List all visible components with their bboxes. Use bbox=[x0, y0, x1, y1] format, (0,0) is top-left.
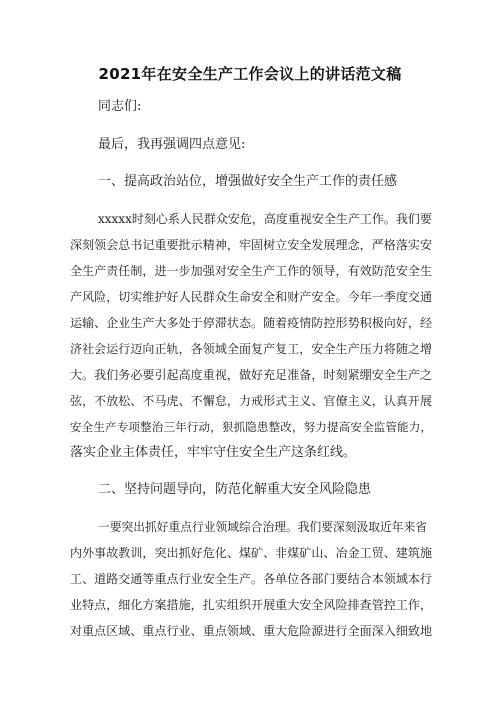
section-1-line: 落实企业主体责任，牢牢守住安全生产这条红线。 bbox=[70, 445, 357, 460]
intro-paragraph: 最后，我再强调四点意见: bbox=[98, 137, 246, 152]
document-title: 2021年在安全生产工作会议上的讲话范文稿 bbox=[98, 65, 402, 83]
section-2-line: 一要突出抓好重点行业领域综合治理。我们要深刻汲取近年来省 bbox=[98, 520, 427, 534]
section-1-line: 济社会运行迈向正轨，各领域全面复产复工，安全生产压力将随之增 bbox=[70, 342, 432, 356]
section-2-line: 内外事故教训，突出抓好危化、煤矿、非煤矿山、冶金工贸、建筑施 bbox=[70, 546, 432, 560]
section-2-line: 工、道路交通等重点行业安全生产。各单位各部门要结合本领域本行 bbox=[70, 572, 432, 586]
section-1-line: 安全生产专项整治三年行动，狠抓隐患整改，努力提高安全监管能力， bbox=[70, 420, 432, 434]
section-1-line: 产风险，切实维护好人民群众生命安全和财产安全。今年一季度交通 bbox=[70, 290, 432, 304]
section-2-heading: 二、坚持问题导向，防范化解重大安全风险隐患 bbox=[98, 482, 372, 497]
section-1-heading: 一、提高政治站位，增强做好安全生产工作的责任感 bbox=[98, 174, 398, 189]
section-2-line: 业特点，细化方案措施，扎实组织开展重大安全风险排查管控工作， bbox=[70, 598, 432, 612]
salutation: 同志们: bbox=[98, 99, 142, 114]
section-2-line: 对重点区域、重点行业、重点领域、重大危险源进行全面深入细致地 bbox=[70, 624, 432, 638]
section-1-line: 运输、企业生产大多处于停滞状态。随着疫情防控形势积极向好，经 bbox=[70, 316, 432, 330]
section-1-line: 全生产责任制，进一步加强对安全生产工作的领导，有效防范安全生 bbox=[70, 264, 432, 278]
section-1-line: xxxxx时刻心系人民群众安危，高度重视安全生产工作。我们要 bbox=[98, 212, 432, 226]
section-1-line: 弦，不放松、不马虎、不懈怠，力戒形式主义、官僚主义，认真开展 bbox=[70, 394, 432, 408]
section-1-line: 深刻领会总书记重要批示精神，牢固树立安全发展理念，严格落实安 bbox=[70, 238, 432, 252]
section-1-line: 大。我们务必要引起高度重视，做好充足准备，时刻紧绷安全生产之 bbox=[70, 368, 432, 382]
